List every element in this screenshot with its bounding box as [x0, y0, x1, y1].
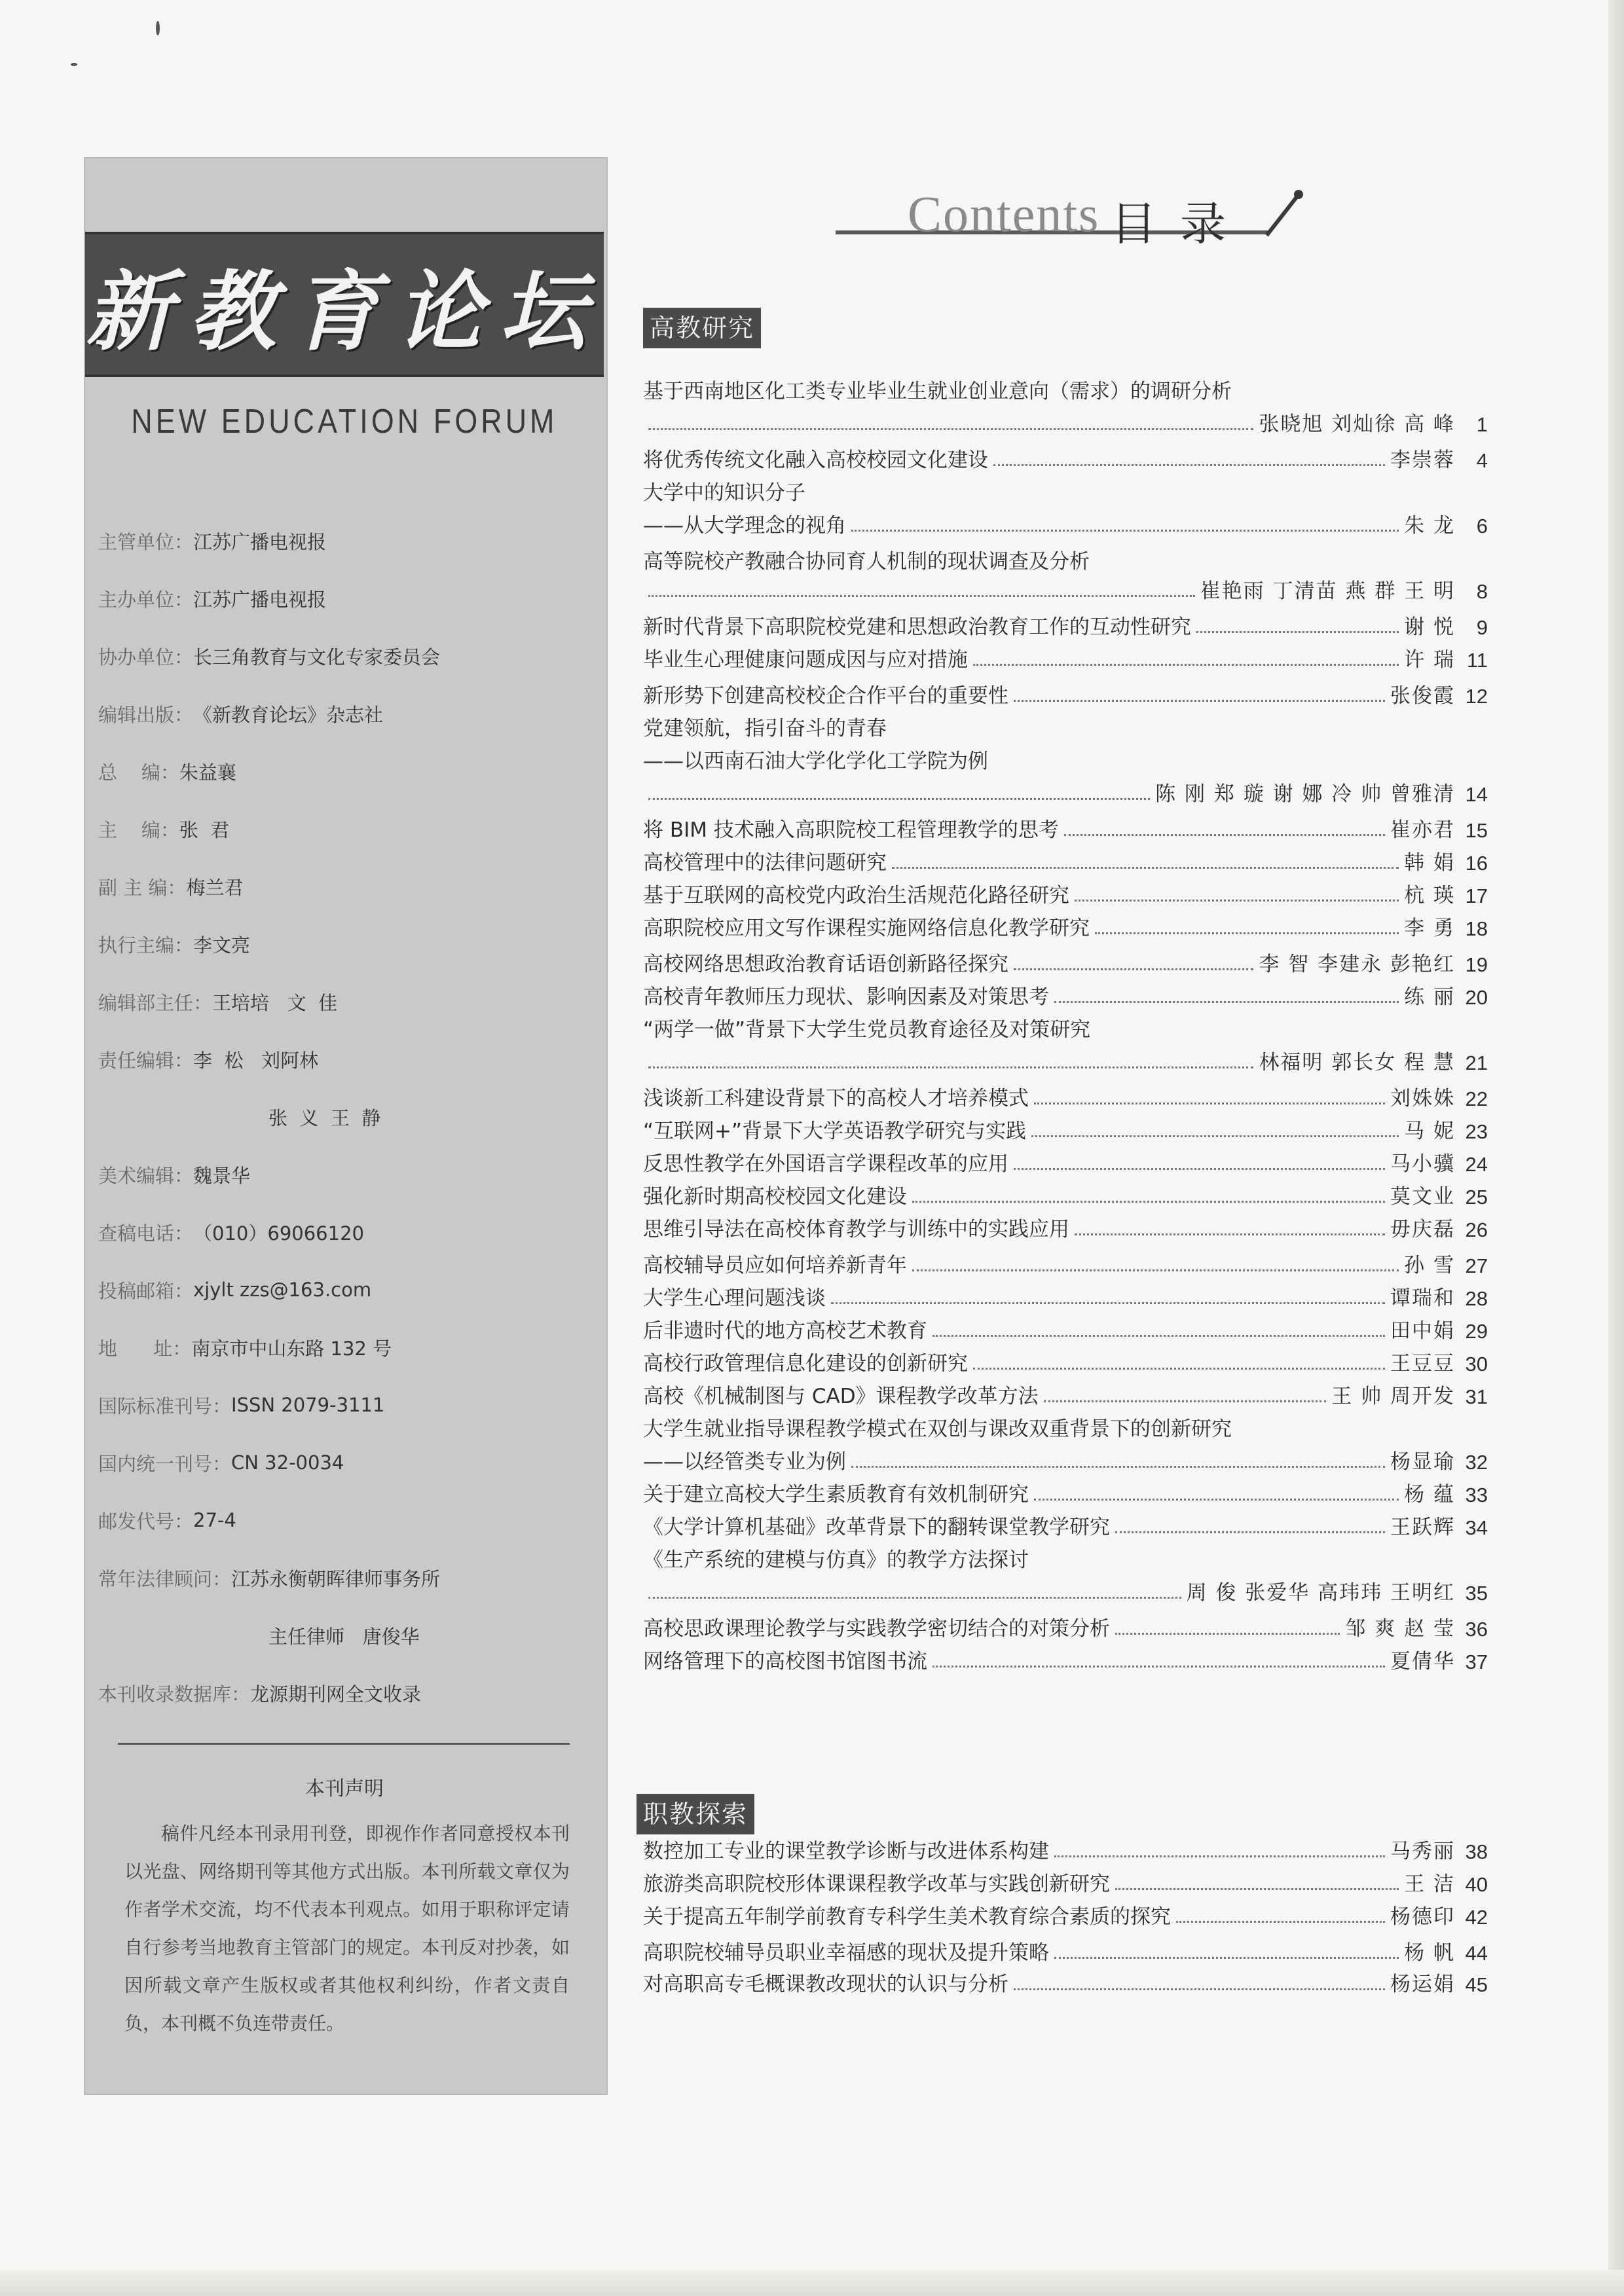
toc-title: 将 BIM 技术融入高职院校工程管理教学的思考	[643, 818, 1059, 842]
masthead-info-row	[98, 1491, 596, 1549]
leader-dots	[1115, 1633, 1340, 1635]
toc-entry	[643, 1640, 1488, 1674]
info-value: 梅兰君	[186, 876, 244, 899]
toc-page-number: 16	[1465, 852, 1488, 875]
toc-author: 陈 刚 郑 璇 谢 娜 冷 帅 曾雅清	[1155, 782, 1455, 806]
leader-dots	[1064, 834, 1385, 836]
info-value: 江苏广播电视报	[193, 588, 327, 611]
toc-page-number: 1	[1476, 413, 1488, 436]
toc-author: 练 丽	[1404, 985, 1455, 1009]
toc-page-number: 44	[1465, 1942, 1488, 1965]
toc-page-number: 30	[1465, 1353, 1488, 1376]
masthead-info-row	[98, 1261, 596, 1319]
leader-dots	[648, 798, 1150, 800]
toc-page-number: 19	[1465, 953, 1488, 976]
leader-dots	[892, 867, 1399, 869]
info-label: 美术编辑：	[98, 1164, 194, 1187]
toc-entry	[643, 841, 1488, 875]
toc-author: 崔艳雨 丁清苗 燕 群 王 明	[1200, 579, 1455, 603]
toc-entry	[643, 809, 1488, 843]
toc-author: 邹 爽 赵 莹	[1345, 1617, 1455, 1641]
journal-masthead	[85, 232, 604, 377]
toc-page-number: 23	[1465, 1120, 1488, 1143]
info-label: 协办单位：	[98, 646, 194, 668]
toc-title: 高等院校产教融合协同育人机制的现状调查及分析	[643, 550, 1090, 574]
scan-edge	[1608, 0, 1624, 2296]
toc-entry	[643, 1208, 1488, 1242]
leader-dots	[1014, 1988, 1385, 1990]
toc-author: 田中娟	[1390, 1319, 1455, 1343]
info-label: 执行主编：	[98, 934, 194, 957]
toc-author: 谢 悦	[1404, 615, 1455, 639]
toc-title: 强化新时期高校校园文化建设	[643, 1185, 907, 1209]
info-label: 邮发代号：	[98, 1510, 194, 1533]
masthead-info-row	[98, 685, 596, 742]
divider	[118, 1743, 570, 1745]
toc-entry	[643, 1077, 1488, 1111]
masthead-info-row	[98, 742, 596, 800]
info-label: 地 址：	[98, 1337, 192, 1360]
toc-title: 新形势下创建高校校企合作平台的重要性	[643, 684, 1008, 708]
toc-page-number: 4	[1476, 449, 1488, 472]
toc-title: 高校青年教师压力现状、影响因素及对策思考	[643, 985, 1049, 1009]
info-value: 主任律师 唐俊华	[268, 1625, 420, 1648]
toc-entry	[643, 1375, 1488, 1409]
toc-title: 大学生心理问题浅谈	[643, 1286, 826, 1310]
toc-title: 高职院校应用文写作课程实施网络信息化教学研究	[643, 917, 1090, 940]
info-label: 副 主 编：	[98, 876, 187, 899]
info-label: 主管单位：	[98, 530, 194, 553]
toc-entry	[643, 1041, 1488, 1075]
toc-page-number: 28	[1465, 1287, 1488, 1310]
info-value: 江苏广播电视报	[193, 530, 327, 553]
info-value: 张 君	[179, 818, 230, 841]
info-label: 国际标准刊号：	[98, 1394, 232, 1417]
toc-entry	[643, 1895, 1488, 1929]
masthead-info-row	[98, 512, 596, 570]
info-label: 责任编辑：	[98, 1049, 194, 1072]
notice-body: 稿件凡经本刊录用刊登，即视作作者同意授权本刊以光盘、网络期刊等其他方式出版。本刊所载文章仅为作者学术交流，均不代表本刊观点。如用于职称评定请自行参考当地教育主管部门的规定。本刊反对抄袭，如因所载文章产生版权或者其他权利纠纷，作者文责自负，本刊概不负连带责任。	[124, 1823, 570, 2034]
toc-title: 基于互联网的高校党内政治生活规范化路径研究	[643, 884, 1069, 907]
toc-author: 杨 帆	[1404, 1941, 1455, 1965]
toc-entry	[643, 740, 1488, 774]
masthead-info-row	[98, 1434, 596, 1491]
toc-author: 林福明 郭长女 程 慧	[1259, 1051, 1455, 1074]
masthead-info-row	[98, 858, 596, 915]
contents-header	[836, 183, 1307, 255]
toc-page-number: 42	[1465, 1906, 1488, 1929]
toc-title: 关于提高五年制学前教育专科学生美术教育综合素质的探究	[643, 1905, 1171, 1929]
toc-page-number: 29	[1465, 1320, 1488, 1343]
toc-entry	[643, 403, 1488, 437]
toc-author: 夏倩华	[1390, 1650, 1455, 1673]
toc-entry	[643, 907, 1488, 941]
masthead-info-row	[98, 1146, 596, 1203]
masthead-info-row	[98, 570, 596, 627]
toc-page-number: 17	[1465, 884, 1488, 907]
toc-title: 毕业生心理健康问题成因与应对措施	[643, 648, 968, 672]
toc-page-number: 15	[1465, 819, 1488, 842]
toc-page-number: 45	[1465, 1973, 1488, 1996]
scan-speck	[156, 21, 160, 35]
toc-entry	[643, 504, 1488, 538]
info-value: 《新教育论坛》杂志社	[193, 703, 384, 726]
leader-dots	[973, 1368, 1385, 1370]
toc-title: 后非遗时代的地方高校艺术教育	[643, 1319, 927, 1343]
toc-author: 刘姝姝	[1390, 1087, 1455, 1110]
toc-page-number: 24	[1465, 1153, 1488, 1176]
toc-entry	[643, 1473, 1488, 1507]
info-label: 常年法律顾问：	[98, 1567, 232, 1590]
toc-entry	[643, 707, 1488, 741]
toc-title: ——以西南石油大学化学化工学院为例	[643, 750, 988, 773]
leader-dots	[1054, 1001, 1399, 1003]
toc-entry	[643, 1863, 1488, 1897]
toc-entry	[643, 1175, 1488, 1209]
notice-title: 本刊声明	[305, 1777, 384, 1800]
info-value: 朱益襄	[179, 761, 236, 784]
toc-page-number: 40	[1465, 1873, 1488, 1896]
toc-author: 王跃辉	[1390, 1516, 1455, 1539]
leader-dots	[1034, 1499, 1399, 1501]
toc-page-number: 12	[1465, 685, 1488, 708]
scan-edge	[0, 2270, 1624, 2296]
info-value: 王培培 文 佳	[212, 991, 338, 1014]
leader-dots	[648, 595, 1195, 597]
toc-entry	[643, 638, 1488, 672]
toc-entry	[643, 1440, 1488, 1474]
journal-subtitle: NEW EDUCATION FORUM	[131, 403, 558, 441]
toc-title: 反思性教学在外国语言学课程改革的应用	[643, 1152, 1008, 1176]
toc-entry	[643, 1342, 1488, 1376]
toc-entry	[643, 1244, 1488, 1278]
toc-title: 对高职高专毛概课教改现状的认识与分析	[643, 1973, 1008, 1996]
toc-entry	[643, 1963, 1488, 1997]
info-value: 李 松 刘阿林	[193, 1049, 319, 1072]
toc-entry	[643, 1830, 1488, 1864]
leader-dots	[932, 1335, 1385, 1337]
toc-page-number: 22	[1465, 1087, 1488, 1110]
leader-dots	[1014, 1168, 1385, 1170]
toc-author: 李 勇	[1404, 917, 1455, 940]
masthead-info-row	[98, 1203, 596, 1261]
toc-title: 党建领航，指引奋斗的青春	[643, 717, 887, 740]
leader-dots	[1014, 700, 1385, 702]
leader-dots	[648, 1066, 1253, 1068]
toc-page-number: 18	[1465, 917, 1488, 940]
toc-author: 杨运娟	[1390, 1973, 1455, 1996]
leader-dots	[932, 1666, 1385, 1667]
info-label: 编辑部主任：	[98, 991, 213, 1014]
toc-title: 思维引导法在高校体育教学与训练中的实践应用	[643, 1218, 1069, 1241]
toc-title: 高校管理中的法律问题研究	[643, 851, 887, 875]
toc-author: 毋庆磊	[1390, 1218, 1455, 1241]
toc-title: 旅游类高职院校形体课课程教学改革与实践创新研究	[643, 1872, 1110, 1896]
toc-author: 朱 龙	[1404, 514, 1455, 538]
toc-entry	[643, 570, 1488, 604]
toc-author: 王 帅 周开发	[1331, 1385, 1455, 1408]
toc-page-number: 26	[1465, 1218, 1488, 1241]
toc-author: 杨显瑜	[1390, 1450, 1455, 1474]
info-value: CN 32-0034	[231, 1451, 344, 1474]
toc-title: 高校行政管理信息化建设的创新研究	[643, 1352, 968, 1376]
toc-author: 马 妮	[1404, 1120, 1455, 1143]
toc-title: 网络管理下的高校图书馆图书流	[643, 1650, 927, 1673]
toc-page-number: 6	[1476, 515, 1488, 538]
info-value: 魏景华	[193, 1164, 251, 1187]
leader-dots	[1196, 631, 1399, 633]
toc-page-number: 20	[1465, 986, 1488, 1009]
contents-heading: 目录	[1111, 197, 1249, 251]
info-value: xjylt zzs@163.com	[193, 1279, 372, 1301]
toc-author: 孙 雪	[1404, 1254, 1455, 1277]
toc-page-number: 37	[1465, 1650, 1488, 1673]
toc-page-number: 11	[1466, 649, 1488, 672]
info-label: 查稿电话：	[98, 1222, 194, 1245]
section-heading: 高教研究	[643, 308, 761, 348]
toc-author: 崔亦君	[1390, 818, 1455, 842]
toc-page-number: 32	[1465, 1451, 1488, 1474]
info-label: 编辑出版：	[98, 703, 194, 726]
leader-dots	[912, 1201, 1385, 1203]
pen-tip-icon	[1294, 190, 1303, 199]
toc-entry	[643, 1110, 1488, 1144]
toc-author: 周 俊 张爱华 高玮玮 王明红	[1186, 1581, 1455, 1605]
masthead-panel	[84, 157, 608, 2095]
toc-title: 关于建立高校大学生素质教育有效机制研究	[643, 1483, 1029, 1506]
toc-entry	[643, 1408, 1488, 1442]
toc-entry	[643, 1571, 1488, 1605]
toc-page-number: 38	[1465, 1840, 1488, 1863]
info-label: 国内统一刊号：	[98, 1452, 232, 1475]
toc-entry	[643, 1142, 1488, 1176]
leader-dots	[1075, 900, 1399, 902]
masthead-info-row	[98, 1030, 596, 1088]
toc-title: 《大学计算机基础》改革背景下的翻转课堂教学研究	[643, 1516, 1110, 1539]
masthead-info-row	[98, 1088, 596, 1146]
toc-title: 高校思政课理论教学与实践教学密切结合的对策分析	[643, 1617, 1110, 1641]
toc-title: 新时代背景下高职院校党建和思想政治教育工作的互动性研究	[643, 615, 1191, 639]
info-value: 27-4	[193, 1509, 236, 1531]
leader-dots	[851, 530, 1399, 532]
toc-page-number: 27	[1465, 1254, 1488, 1277]
toc-author: 李 智 李建永 彭艳红	[1259, 953, 1455, 976]
toc-page-number: 21	[1465, 1051, 1488, 1074]
toc-author: 杨 蕴	[1404, 1483, 1455, 1506]
leader-dots	[1054, 1957, 1399, 1959]
toc-entry	[643, 439, 1488, 473]
toc-entry	[643, 773, 1488, 807]
toc-title: 基于西南地区化工类专业毕业生就业创业意向（需求）的调研分析	[643, 380, 1232, 403]
toc-author: 张俊霞	[1390, 684, 1455, 708]
journal-title: 新教育论坛	[86, 261, 603, 363]
info-value: 张 义 王 静	[268, 1106, 381, 1129]
toc-entry	[643, 874, 1488, 908]
leader-dots	[851, 1466, 1385, 1468]
toc-entry	[643, 1539, 1488, 1573]
info-value: （010）69066120	[193, 1222, 364, 1245]
leader-dots	[1054, 1855, 1385, 1857]
leader-dots	[1034, 1102, 1385, 1104]
toc-entry	[643, 1008, 1488, 1042]
section-heading: 职教探索	[637, 1794, 754, 1834]
toc-page-number: 34	[1465, 1516, 1488, 1539]
toc-title: 高校《机械制图与 CAD》课程教学改革方法	[643, 1385, 1039, 1408]
toc-page-number: 14	[1465, 783, 1488, 806]
toc-title: 高校网络思想政治教育话语创新路径探究	[643, 953, 1008, 976]
toc-entry	[643, 674, 1488, 708]
toc-title: ——以经管类专业为例	[643, 1450, 846, 1474]
toc-author: 韩 娟	[1404, 851, 1455, 875]
toc-page-number: 36	[1465, 1618, 1488, 1641]
masthead-info-row	[98, 915, 596, 973]
toc-author: 谭瑞和	[1390, 1286, 1455, 1310]
masthead-info-row	[98, 800, 596, 858]
toc-entry	[643, 606, 1488, 640]
masthead-info-row	[98, 1376, 596, 1434]
toc-page-number: 33	[1465, 1484, 1488, 1506]
masthead-info-row	[98, 973, 596, 1030]
info-label: 投稿邮箱：	[98, 1279, 194, 1302]
toc-entry	[643, 1277, 1488, 1311]
leader-dots	[1014, 968, 1253, 970]
toc-entry	[643, 1607, 1488, 1641]
masthead-info-row	[98, 1664, 596, 1722]
contents-latin: Contents	[908, 185, 1100, 242]
info-label: 主办单位：	[98, 588, 194, 611]
toc-author: 许 瑞	[1404, 648, 1455, 672]
toc-page-number: 35	[1465, 1582, 1488, 1605]
info-value: 长三角教育与文化专家委员会	[193, 646, 441, 668]
toc-title: 浅谈新工科建设背景下的高校人才培养模式	[643, 1087, 1029, 1110]
toc-page-number: 25	[1465, 1186, 1488, 1209]
leader-dots	[648, 1597, 1181, 1599]
toc-author: 张晓旭 刘灿徐 高 峰	[1259, 412, 1455, 436]
toc-entry	[643, 471, 1488, 505]
leader-dots	[831, 1302, 1385, 1304]
toc-entry	[643, 1931, 1488, 1965]
toc-entry	[643, 943, 1488, 977]
masthead-info-list	[98, 512, 596, 1722]
toc-page-number: 8	[1476, 580, 1488, 603]
toc-title: “互联网+”背景下大学英语教学研究与实践	[643, 1120, 1027, 1143]
leader-dots	[1176, 1921, 1385, 1923]
toc-author: 王豆豆	[1390, 1352, 1455, 1376]
info-value: 江苏永衡朝晖律师事务所	[231, 1567, 441, 1590]
toc-title: 将优秀传统文化融入高校校园文化建设	[643, 448, 988, 472]
toc-entry	[643, 975, 1488, 1010]
toc-title: 高职院校辅导员职业幸福感的现状及提升策略	[643, 1941, 1049, 1965]
toc-author: 王 洁	[1404, 1872, 1455, 1896]
info-value: 南京市中山东路 132 号	[191, 1337, 392, 1360]
info-value: 龙源期刊网全文收录	[250, 1683, 422, 1705]
info-value: 李文亮	[193, 934, 251, 957]
toc-title: 大学生就业指导课程教学模式在双创与课改双重背景下的创新研究	[643, 1417, 1232, 1441]
leader-dots	[1095, 932, 1399, 934]
leader-dots	[648, 428, 1253, 430]
toc-author: 杭 瑛	[1404, 884, 1455, 907]
masthead-info-row	[98, 627, 596, 685]
toc-page-number: 31	[1465, 1385, 1488, 1408]
leader-dots	[1031, 1135, 1399, 1137]
leader-dots	[993, 464, 1385, 466]
toc-title: 《生产系统的建模与仿真》的教学方法探讨	[643, 1548, 1029, 1572]
masthead-info-row	[98, 1549, 596, 1607]
leader-dots	[1044, 1400, 1327, 1402]
leader-dots	[912, 1269, 1399, 1271]
scan-speck	[71, 63, 77, 66]
toc-author: 马秀丽	[1390, 1840, 1455, 1863]
info-label: 总 编：	[98, 761, 179, 784]
toc-entry	[643, 1506, 1488, 1540]
toc-title: “两学一做”背景下大学生党员教育途径及对策研究	[643, 1018, 1091, 1042]
leader-dots	[973, 664, 1399, 666]
toc-entry	[643, 370, 1488, 404]
toc-author: 杨德印	[1390, 1905, 1455, 1929]
leader-dots	[1115, 1531, 1385, 1533]
toc-entry	[643, 1309, 1488, 1343]
toc-page-number: 9	[1476, 616, 1488, 639]
toc-author: 莫文业	[1390, 1185, 1455, 1209]
leader-dots	[1115, 1888, 1399, 1890]
toc-title: 大学中的知识分子	[643, 481, 805, 505]
toc-title: 数控加工专业的课堂教学诊断与改进体系构建	[643, 1840, 1049, 1863]
leader-dots	[1075, 1233, 1385, 1235]
masthead-info-row	[98, 1319, 596, 1376]
toc-title: 高校辅导员应如何培养新青年	[643, 1254, 907, 1277]
toc-author: 马小骥	[1390, 1152, 1455, 1176]
info-label: 主 编：	[98, 818, 179, 841]
info-label: 本刊收录数据库：	[98, 1683, 251, 1705]
toc-author: 李崇蓉	[1390, 448, 1455, 472]
toc-title: ——从大学理念的视角	[643, 514, 846, 538]
masthead-info-row	[98, 1607, 596, 1664]
pen-stroke-icon	[1265, 193, 1301, 237]
info-value: ISSN 2079-3111	[231, 1394, 385, 1416]
